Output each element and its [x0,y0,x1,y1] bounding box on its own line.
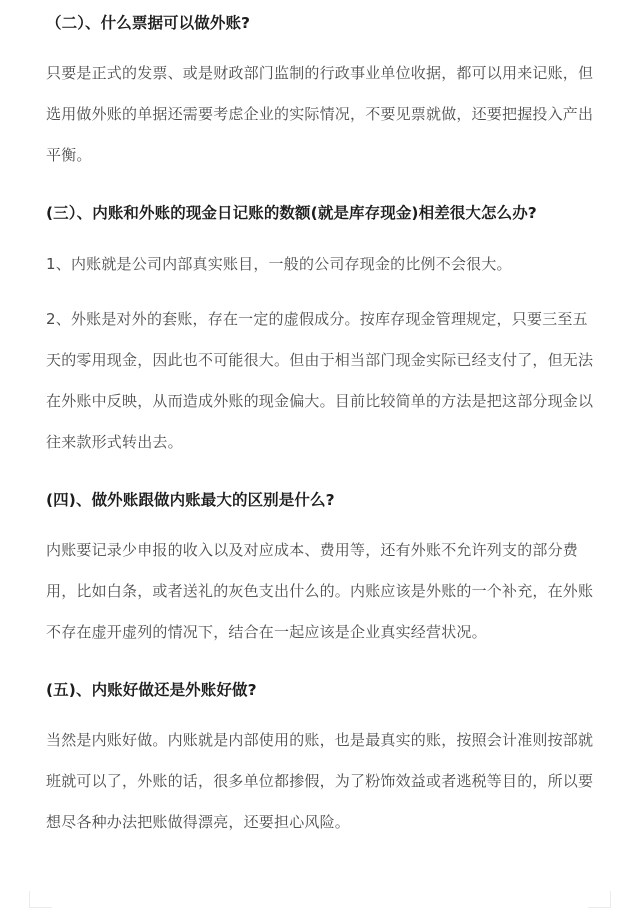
section-paragraph: 只要是正式的发票、或是财政部门监制的行政事业单位收据，都可以用来记账，但选用做外账的单据还需要考虑企业的实际情况，不要见票就做，还要把握投入产出平衡。 [46,64,594,165]
section-paragraph: 2、外账是对外的套账，存在一定的虚假成分。按库存现金管理规定，只要三至五天的零用现金，因此也不可能很大。但由于相当部门现金实际已经支付了，但无法在外账中反映，从而造成外账的现金偏大。目前比较简单的方法是把这部分现金以往来款形式转出去。 [46,309,594,451]
section-paragraph: 1、内账就是公司内部真实账目，一般的公司存现金的比例不会很大。 [46,254,512,273]
document-body [46,12,596,843]
page-corner-mark-bottom-left [29,891,52,908]
section-heading-3: (三）、内账和外账的现金日记账的数额(就是库存现金)相差很大怎么办? [46,204,537,223]
section-heading-4: (四)、做外账跟做内账最大的区别是什么? [46,490,335,509]
section-heading-5: (五)、内账好做还是外账好做? [46,680,257,699]
section-paragraph: 当然是内账好做。内账就是内部使用的账，也是最真实的账，按照会计准则按部就班就可以了，外账的话，很多单位都掺假，为了粉饰效益或者逃税等目的，所以要想尽各种办法把账做得漂亮，还要担心风险。 [46,731,594,831]
section-heading-2: （二）、什么票据可以做外账? [46,14,251,32]
section-paragraph: 内账要记录少申报的收入以及对应成本、费用等，还有外账不允许列支的部分费用，比如白条，或者送礼的灰色支出什么的。内账应该是外账的一个补充，在外账不存在虚开虚列的情况下，结合在一起应该是企业真实经营状况。 [46,540,594,641]
page-corner-mark-bottom-right [588,891,611,908]
